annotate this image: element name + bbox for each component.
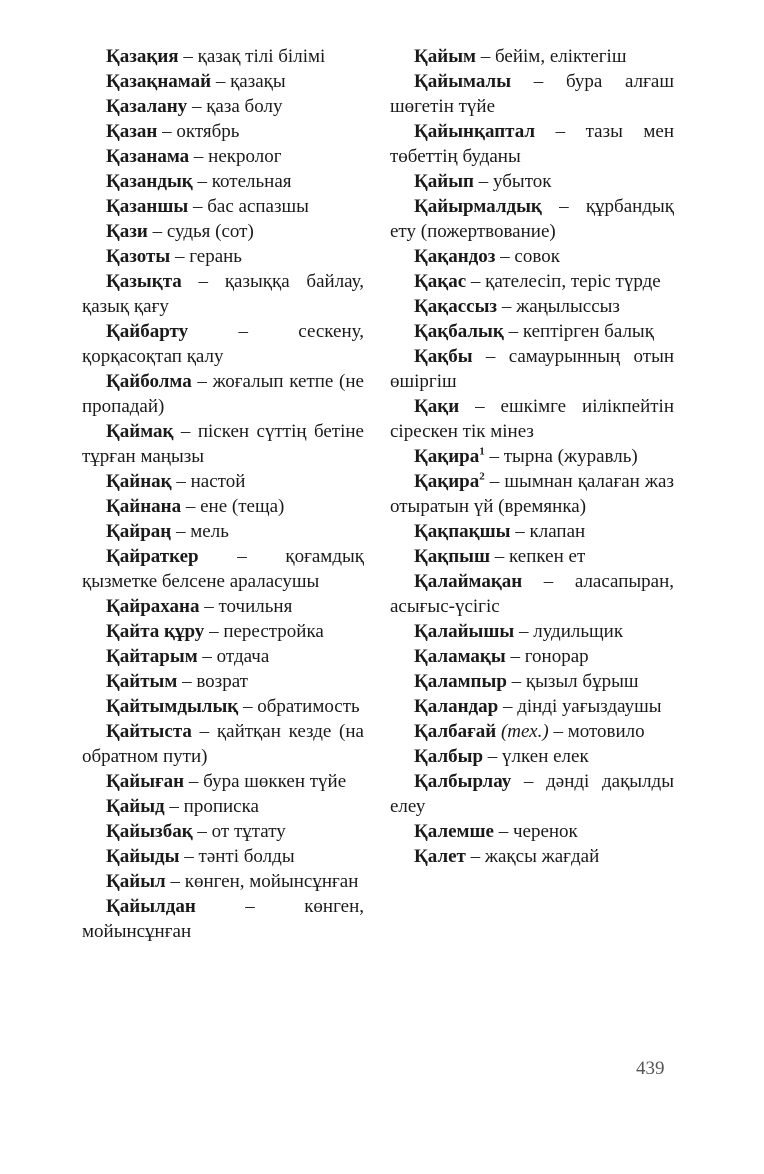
dictionary-entry	[390, 294, 674, 319]
definition: – мель	[171, 521, 229, 542]
definition: – жаңылыссыз	[497, 296, 620, 317]
right-column	[390, 44, 674, 869]
definition: – самаурынның отын өшіргіш	[390, 346, 674, 392]
definition: – бура шөккен түйе	[184, 771, 347, 792]
definition: – дәнді дақылды елеу	[390, 771, 674, 817]
headword: Қақас	[414, 271, 467, 292]
dictionary-entry	[390, 319, 674, 344]
headword: Қайнақ	[106, 471, 172, 492]
definition: – кепкен ет	[490, 546, 586, 567]
dictionary-entry	[390, 569, 674, 619]
dictionary-entry	[82, 494, 364, 519]
headword: Қайырмалдық	[414, 196, 542, 217]
dictionary-entry	[390, 69, 674, 119]
dictionary-entry	[82, 169, 364, 194]
definition: – құрбандық ету (пожертвование)	[390, 196, 674, 242]
headword: Қайта құру	[106, 621, 205, 642]
definition: – бас аспазшы	[188, 196, 309, 217]
definition: – мотовило	[548, 721, 645, 742]
dictionary-entry	[390, 394, 674, 444]
dictionary-entry	[390, 344, 674, 394]
dictionary-entry	[82, 544, 364, 594]
definition: – қателесіп, теріс түрде	[466, 271, 661, 292]
definition: – піскен сүттің бетіне тұрған маңызы	[82, 421, 364, 467]
dictionary-entry	[82, 894, 364, 944]
dictionary-entry	[390, 819, 674, 844]
definition: – октябрь	[157, 121, 240, 142]
headword: Қалампыр	[414, 671, 507, 692]
headword: Қазанама	[106, 146, 190, 167]
headword: Қайым	[414, 46, 477, 67]
headword: Қаландар	[414, 696, 499, 717]
dictionary-entry	[390, 519, 674, 544]
headword: Қақпақшы	[414, 521, 511, 542]
dictionary-entry	[82, 419, 364, 469]
definition: – көнген, мойынсұнған	[165, 871, 359, 892]
dictionary-entry	[82, 669, 364, 694]
headword: Қайраң	[106, 521, 172, 542]
dictionary-entry	[390, 744, 674, 769]
definition: – қызыл бұрыш	[506, 671, 639, 692]
dictionary-entry	[82, 519, 364, 544]
dictionary-entry	[390, 544, 674, 569]
dictionary-entry	[82, 44, 364, 69]
definition: – үлкен елек	[483, 746, 589, 767]
headword: Қайраткер	[106, 546, 199, 567]
dictionary-entry	[82, 269, 364, 319]
definition: – черенок	[493, 821, 578, 842]
definition: – жоғалып кетпе (не пропадай)	[82, 371, 364, 417]
definition: – настой	[171, 471, 246, 492]
definition: – совок	[495, 246, 560, 267]
headword: Қазалану	[106, 96, 188, 117]
definition: – судья (сот)	[147, 221, 254, 242]
dictionary-entry	[82, 469, 364, 494]
definition: – дінді уағыздаушы	[498, 696, 662, 717]
dictionary-entry	[390, 694, 674, 719]
dictionary-entry	[82, 794, 364, 819]
headword: Қақи	[414, 396, 460, 417]
dictionary-entry	[82, 119, 364, 144]
headword: Қайымалы	[414, 71, 512, 92]
definition: – ешкімге иілікпейтін сірескен тік мінез	[390, 396, 674, 442]
definition: – отдача	[197, 646, 270, 667]
definition: – гонорар	[505, 646, 589, 667]
dictionary-entry	[390, 769, 674, 819]
headword: Қайызбақ	[106, 821, 193, 842]
definition: – герань	[170, 246, 242, 267]
definition: – көнген, мойынсұнған	[82, 896, 364, 942]
headword: Қаламақы	[414, 646, 506, 667]
dictionary-entry	[82, 819, 364, 844]
headword: Қалбыр	[414, 746, 484, 767]
headword: Қайылдан	[106, 896, 196, 917]
definition: – жақсы жағдай	[465, 846, 600, 867]
headword: Қайболма	[106, 371, 192, 392]
definition: – возрат	[177, 671, 248, 692]
headword: Қайыд	[106, 796, 165, 817]
definition: – котельная	[192, 171, 292, 192]
dictionary-entry	[82, 94, 364, 119]
dictionary-entry	[82, 194, 364, 219]
dictionary-entry	[390, 444, 674, 469]
headword: Қалбағай	[414, 721, 497, 742]
homonym-number: 1	[479, 445, 485, 458]
headword: Қақбы	[414, 346, 473, 367]
dictionary-entry	[82, 694, 364, 719]
definition: – бейім, еліктегіш	[476, 46, 627, 67]
definition: – некролог	[189, 146, 282, 167]
definition: – прописка	[164, 796, 259, 817]
headword: Қайыды	[106, 846, 180, 867]
definition: – лудильщик	[514, 621, 624, 642]
definition: – точильня	[199, 596, 293, 617]
dictionary-entry	[390, 44, 674, 69]
dictionary-entry	[390, 719, 674, 744]
definition: – шымнан қалаған жаз отыратын үй (времянка)	[390, 471, 674, 517]
dictionary-entry	[82, 869, 364, 894]
headword: Қалбырлау	[414, 771, 512, 792]
headword: Қалет	[414, 846, 466, 867]
headword: Қақбалық	[414, 321, 504, 342]
headword: Қазан	[106, 121, 158, 142]
dictionary-entry	[82, 619, 364, 644]
definition: – тырна (журавль)	[484, 446, 638, 467]
dictionary-entry	[82, 144, 364, 169]
dictionary-entry	[82, 319, 364, 369]
headword: Қақира$^1$	[414, 445, 485, 467]
headword: Қақпыш	[414, 546, 491, 567]
dictionary-entry	[82, 644, 364, 669]
headword: Қаймақ	[106, 421, 174, 442]
headword: Қази	[106, 221, 148, 242]
definition: – сескену, қорқасоқтап қалу	[82, 321, 364, 367]
headword: Қайнана	[106, 496, 182, 517]
headword: Қайтарым	[106, 646, 198, 667]
headword: Қазандық	[106, 171, 193, 192]
headword: Қайрахана	[106, 596, 200, 617]
dictionary-entry	[82, 844, 364, 869]
dictionary-entry	[390, 644, 674, 669]
dictionary-entry	[390, 269, 674, 294]
definition: – тазы мен төбеттің буданы	[390, 121, 674, 167]
headword: Қалаймақан	[414, 571, 523, 592]
dictionary-entry	[390, 469, 674, 519]
definition: – қайтқан кезде (на обратном пути)	[82, 721, 364, 767]
left-column	[82, 44, 364, 944]
dictionary-entry	[82, 769, 364, 794]
definition: – қазыққа байлау, қазық қағу	[82, 271, 364, 317]
dictionary-entry	[390, 244, 674, 269]
dictionary-entry	[82, 219, 364, 244]
headword: Қайтыста	[106, 721, 192, 742]
dictionary-entry	[82, 719, 364, 769]
headword: Қайыл	[106, 871, 166, 892]
definition: – убыток	[474, 171, 552, 192]
definition: – қоғамдық қызметке белсене араласушы	[82, 546, 364, 592]
headword: Қалайышы	[414, 621, 515, 642]
definition: – тәнті болды	[179, 846, 295, 867]
headword: Қазықта	[106, 271, 182, 292]
definition: – обратимость	[238, 696, 360, 717]
definition: – ене (теща)	[181, 496, 285, 517]
dictionary-entry	[390, 194, 674, 244]
dictionary-entry	[82, 69, 364, 94]
headword: Қайынқаптал	[414, 121, 536, 142]
headword: Қалемше	[414, 821, 494, 842]
headword: Қайтым	[106, 671, 178, 692]
headword: Қақассыз	[414, 296, 498, 317]
headword: Қазақнамай	[106, 71, 212, 92]
headword: Қақира$^2$	[414, 470, 485, 492]
dictionary-entry	[390, 169, 674, 194]
usage-note: (тех.)	[500, 721, 549, 742]
dictionary-entry	[390, 619, 674, 644]
headword: Қайбарту	[106, 321, 189, 342]
dictionary-entry	[390, 119, 674, 169]
headword: Қайыған	[106, 771, 185, 792]
dictionary-entry	[82, 369, 364, 419]
definition: – от тұтату	[192, 821, 286, 842]
headword: Қазоты	[106, 246, 171, 267]
definition: – аласапыран, асығыс-үсігіс	[390, 571, 674, 617]
page-number: 439	[636, 1058, 665, 1079]
dictionary-entry	[82, 594, 364, 619]
headword: Қайтымдылық	[106, 696, 239, 717]
headword: Қазақия	[106, 46, 179, 67]
definition: – бура алғаш шөгетін түйе	[390, 71, 674, 117]
definition: – кептірген балық	[503, 321, 654, 342]
dictionary-entry	[390, 844, 674, 869]
headword: Қайып	[414, 171, 475, 192]
definition: – қазақы	[211, 71, 286, 92]
definition: – қаза болу	[187, 96, 283, 117]
definition: – қазақ тілі білімі	[178, 46, 326, 67]
dictionary-entry	[82, 244, 364, 269]
dictionary-entry	[390, 669, 674, 694]
definition: – клапан	[510, 521, 586, 542]
headword: Қазаншы	[106, 196, 189, 217]
definition: – перестройка	[204, 621, 324, 642]
homonym-number: 2	[479, 470, 485, 483]
headword: Қақандоз	[414, 246, 496, 267]
